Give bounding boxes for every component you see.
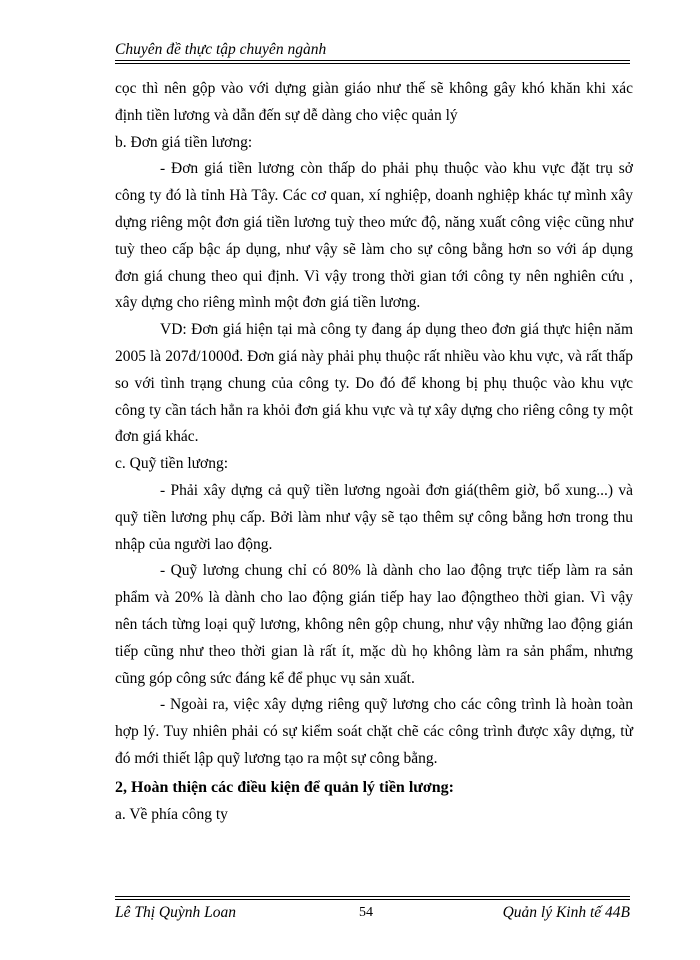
footer-author: Lê Thị Quỳnh Loan [115, 904, 236, 921]
paragraph-example: VD: Đơn giá hiện tại mà công ty đang áp dụng theo đơn giá thực hiện năm 2005 là 207đ/1000đ. Đơn giá này phải phụ thuộc rất nhiều vào khu vực, và rất thấp so với tình trạng chung của công ty. Do đó để khong bị phụ thuộc vào khu vực công ty cần tách hẳn ra khỏi đơn giá khu vực và tự xây dựng cho riêng công ty một đơn giá khác. [115, 321, 633, 446]
paragraph-continuation: cọc thì nên gộp vào với dựng giàn giáo như thế sẽ không gây khó khăn khi xác định tiền lương và dẫn đến sự dễ dàng cho việc quản lý [115, 80, 633, 124]
page-header [115, 40, 630, 60]
paragraph-wage-fund-1: - Phải xây dựng cả quỹ tiền lương ngoài đơn giá(thêm giờ, bổ xung...) và quỹ tiền lương phụ cấp. Bởi làm như vậy sẽ tạo thêm sự công bằng hơn trong thu nhập của người lao động. [115, 481, 633, 553]
section-heading: 2, Hoàn thiện các điều kiện để quản lý tiền lương: [115, 778, 454, 796]
page-footer [115, 904, 630, 922]
subheading-company: a. Về phía công ty [115, 805, 228, 823]
footer-rule [115, 896, 630, 900]
page-number: 54 [359, 905, 373, 920]
footer-class: Quản lý Kinh tế 44B [502, 904, 630, 921]
header-rule [115, 60, 630, 64]
paragraph-wage-fund-3: - Ngoài ra, việc xây dựng riêng quỹ lương cho các công trình là hoàn toàn hợp lý. Tuy nhiên phải có sự kiểm soát chặt chẽ các công trình được xây dựng, từ đó mới thiết lập quỹ lương tạo ra một sự công bằng. [115, 696, 633, 767]
paragraph-unit-price: - Đơn giá tiền lương còn thấp do phải phụ thuộc vào khu vực đặt trụ sở công ty đó là tỉnh Hà Tây. Các cơ quan, xí nghiệp, doanh nghiệp khác tự mình xây dựng riêng một đơn giá tiền lương tuỳ theo mức độ, năng xuất công việc cũng như tuỳ theo cấp bậc áp dụng, như vậy sẽ làm cho sự công bằng hơn so với áp dụng đơn giá chung theo qui định. Vì vậy trong thời gian tới công ty nên nghiên cứu , xây dựng cho riêng mình một đơn giá tiền lương. [115, 160, 633, 312]
subheading-unit-price: b. Đơn giá tiền lương: [115, 133, 253, 151]
document-body [115, 76, 633, 828]
subheading-wage-fund: c. Quỹ tiền lương: [115, 455, 229, 473]
paragraph-wage-fund-2: - Quỹ lương chung chỉ có 80% là dành cho lao động trực tiếp làm ra sản phẩm và 20% là dành cho lao động gián tiếp hay lao độngtheo thời gian. Vì vậy nên tách từng loại quỹ lương, không nên gộp chung, như vậy những lao động gián tiếp cũng như theo thời gian là rất ít, mặc dù họ không làm ra sản phẩm, nhưng cũng góp công sức đáng kể để phục vụ sản xuất. [115, 562, 633, 687]
header-title: Chuyên đề thực tập chuyên ngành [115, 41, 327, 58]
